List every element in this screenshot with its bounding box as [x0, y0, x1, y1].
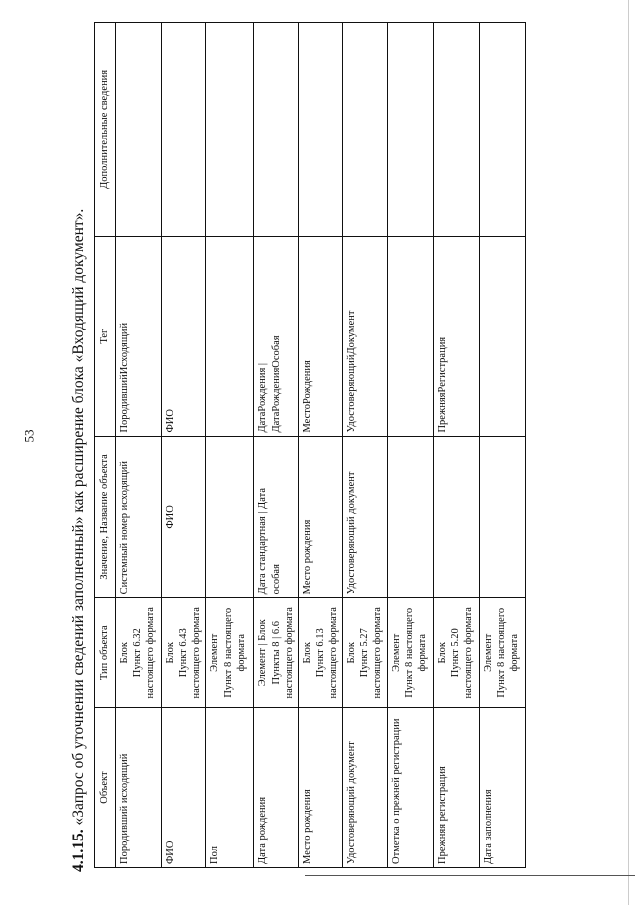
table-cell: Дата рождения [254, 708, 298, 868]
column-header: Тег [95, 236, 116, 436]
table-cell: Элемент Пункт 8 настоящего формата [479, 598, 525, 708]
page-number: 53 [21, 429, 37, 443]
column-header: Объект [95, 708, 116, 868]
table-cell: Удостоверяющий документ [343, 436, 387, 598]
table-cell: Место рождения [298, 708, 342, 868]
table-cell: ПрежняяРегистрация [433, 236, 479, 436]
table-row [254, 23, 298, 868]
table-cell: Отметка о прежней регистрации [387, 708, 433, 868]
table-cell: Удостоверяющий документ [343, 708, 387, 868]
header-row [95, 23, 116, 868]
table-cell: Прежняя регистрация [433, 708, 479, 868]
scan-edge-line [628, 0, 629, 905]
column-header: Значение, Название объекта [95, 436, 116, 598]
table-cell [479, 236, 525, 436]
table-cell [479, 436, 525, 598]
footer-rule [305, 875, 635, 876]
table-row [206, 23, 254, 868]
table-cell [206, 436, 254, 598]
table-cell: ФИО [162, 708, 206, 868]
table-cell [206, 236, 254, 436]
table-cell: Породивший исходящий [116, 708, 162, 868]
table-cell: Блок Пункт 5.20 настоящего формата [433, 598, 479, 708]
table-cell: Блок Пункт 6.13 настоящего формата [298, 598, 342, 708]
table-cell [479, 23, 525, 237]
table-cell: Блок Пункт 5.27 настоящего формата [343, 598, 387, 708]
section-title: «Запрос об уточнении сведений заполненный» как расширение блока «Входящий документ». [70, 208, 87, 826]
table-cell: Системный номер исходящий [116, 436, 162, 598]
table-cell [387, 436, 433, 598]
table-cell: Место рождения [298, 436, 342, 598]
table-cell: ФИО [162, 236, 206, 436]
table-cell [116, 23, 162, 237]
table-cell: УдостоверяющийДокумент [343, 236, 387, 436]
table-cell: Дата стандартная | Дата особая [254, 436, 298, 598]
table-cell [433, 436, 479, 598]
table-cell [343, 23, 387, 237]
table-cell: ДатаРождения | ДатаРожденияОсобая [254, 236, 298, 436]
table-row [343, 23, 387, 868]
table-cell [254, 23, 298, 237]
table-cell: МестоРождения [298, 236, 342, 436]
table-body [116, 23, 526, 868]
table-row [387, 23, 433, 868]
table-row [479, 23, 525, 868]
column-header: Тип объекта [95, 598, 116, 708]
table-container [94, 22, 526, 868]
table-cell: ПородившийИсходящий [116, 236, 162, 436]
table-cell [162, 23, 206, 237]
table-cell: Пол [206, 708, 254, 868]
table-cell: Элемент Пункт 8 настоящего формата [206, 598, 254, 708]
table-cell [387, 236, 433, 436]
data-table [94, 22, 526, 868]
table-cell: Блок Пункт 6.32 настоящего формата [116, 598, 162, 708]
table-cell [206, 23, 254, 237]
table-cell: Дата заполнения [479, 708, 525, 868]
table-cell: Блок Пункт 6.43 настоящего формата [162, 598, 206, 708]
table-cell: Элемент | Блок Пункты 8 | 6.6 настоящего формата [254, 598, 298, 708]
table-cell [298, 23, 342, 237]
table-row [433, 23, 479, 868]
column-header: Дополнительные сведения [95, 23, 116, 237]
table-cell: ФИО [162, 436, 206, 598]
table-cell [433, 23, 479, 237]
table-cell [387, 23, 433, 237]
section-number: 4.1.15. [70, 829, 87, 872]
table-row [298, 23, 342, 868]
table-row [116, 23, 162, 868]
table-cell: Элемент Пункт 8 настоящего формата [387, 598, 433, 708]
section-heading [70, 112, 88, 872]
table-row [162, 23, 206, 868]
